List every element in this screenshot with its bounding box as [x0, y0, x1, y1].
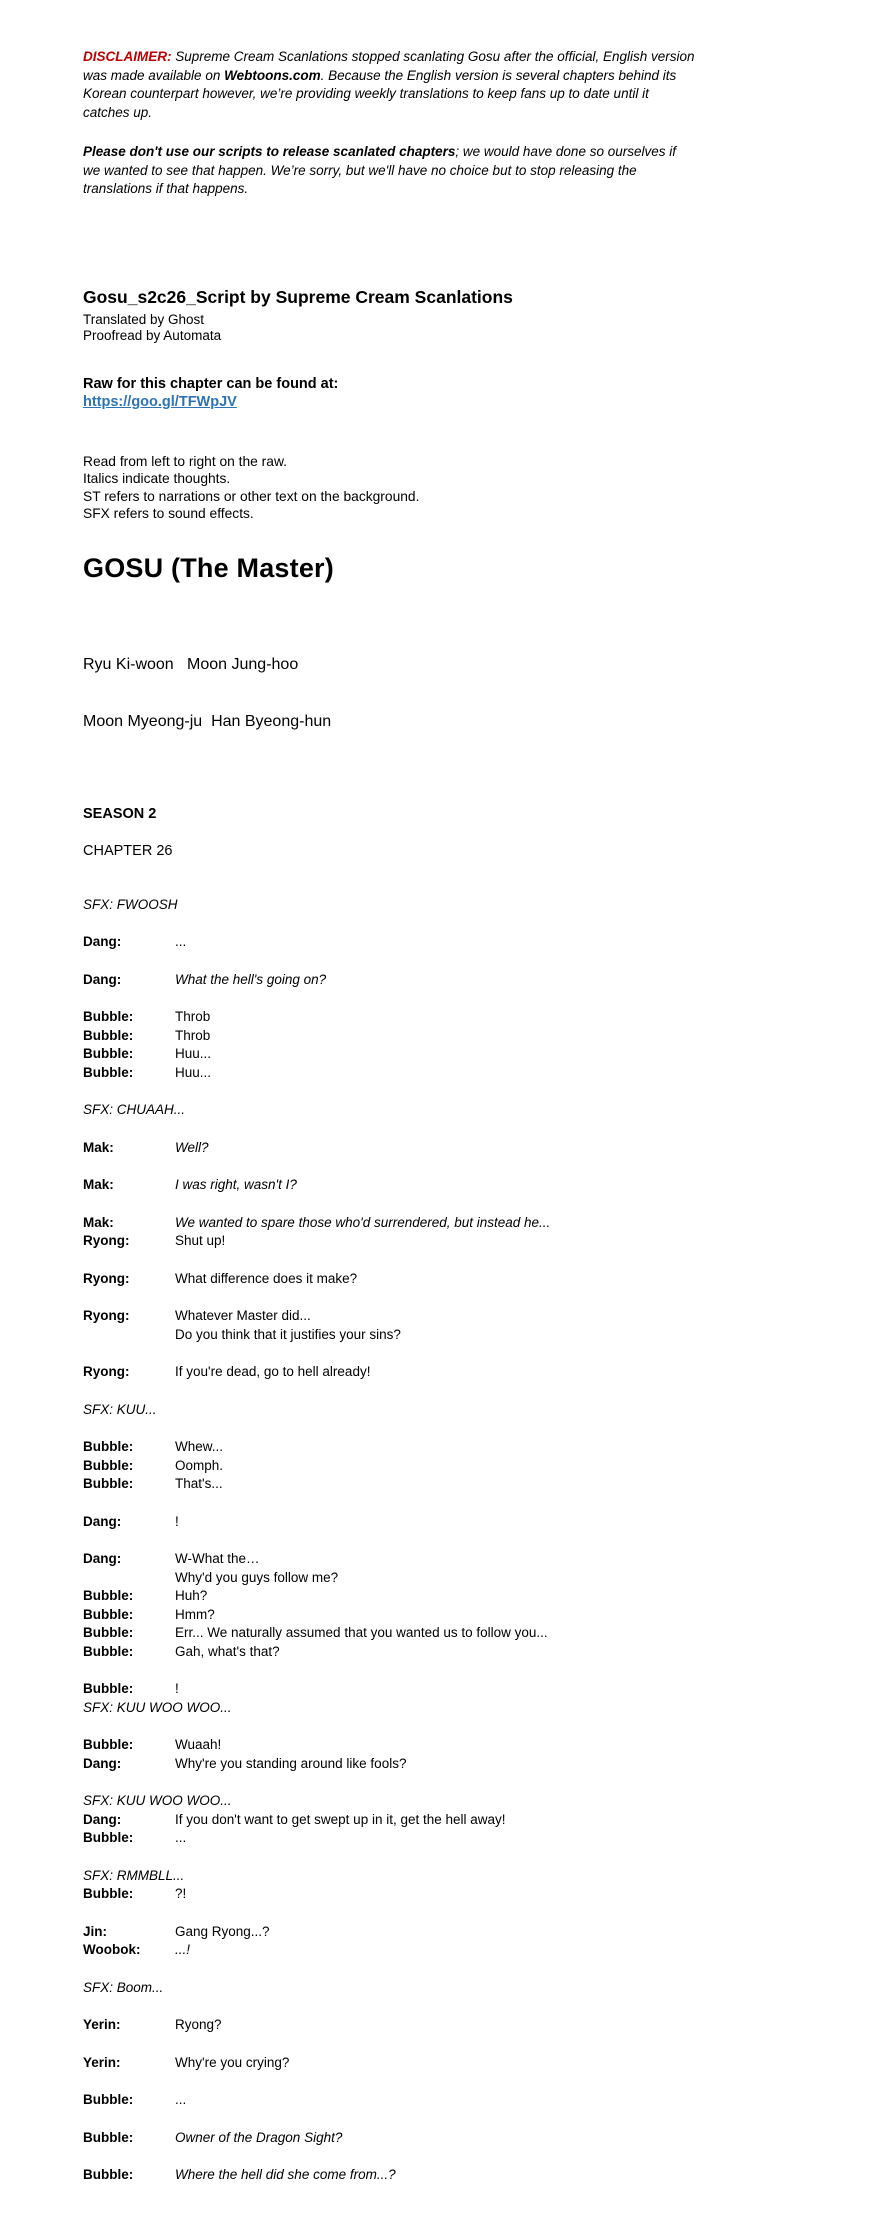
script-group [83, 1307, 775, 1344]
script-line [83, 1008, 775, 1027]
script-group [83, 933, 775, 952]
dialogue-text: Huu... [175, 1046, 212, 1062]
speaker-label: Yerin: [83, 2017, 121, 2033]
speaker-label: Bubble: [83, 1439, 134, 1455]
script-line [83, 1587, 775, 1606]
speaker-label: Bubble: [83, 1643, 134, 1659]
dialogue-text: Throb [175, 1027, 211, 1043]
script-line [83, 1270, 775, 1289]
dialogue-text: If you're dead, go to hell already! [175, 1364, 371, 1380]
speaker-label: Bubble: [83, 1046, 134, 1062]
script-group [83, 1792, 775, 1848]
dialogue-text: Wuaah! [175, 1737, 222, 1753]
dialogue-text: If you don't want to get swept up in it, get the hell away! [175, 1811, 506, 1827]
script-line [83, 1326, 775, 1345]
note-sfx: SFX refers to sound effects. [83, 506, 254, 522]
season-label: SEASON 2 [83, 805, 157, 822]
script-line [83, 1941, 775, 1960]
script-group [83, 1979, 775, 1998]
sfx-line: SFX: KUU WOO WOO... [83, 1699, 232, 1715]
script-group [83, 1139, 775, 1158]
raw-chapter-label: Raw for this chapter can be found at: [83, 375, 339, 392]
script-group [83, 1513, 775, 1532]
dialogue-text: That's... [175, 1476, 223, 1492]
disclaimer-label: DISCLAIMER: [83, 49, 172, 64]
dialogue-text: ...! [175, 1942, 191, 1958]
disclaimer-warning-rest: ; we would have done so ourselves if we wanted to see that happen. We’re sorry, but we'll have no choice but to stop releasing the translations if that happens. [83, 144, 676, 196]
script-line [83, 1045, 775, 1064]
sfx-line: SFX: FWOOSH [83, 896, 178, 912]
script-line [83, 1569, 775, 1588]
dialogue-text: Err... We naturally assumed that you wanted us to follow you... [175, 1625, 548, 1641]
script-line [83, 2016, 775, 2035]
script-line [83, 1736, 775, 1755]
speaker-label: Bubble: [83, 1009, 134, 1025]
dialogue-text: Gah, what's that? [175, 1643, 280, 1659]
script-group [83, 1867, 775, 1904]
speaker-label: Jin: [83, 1923, 108, 1939]
disclaimer-paragraph-1 [83, 48, 695, 122]
speaker-label: Bubble: [83, 1588, 134, 1604]
sfx-line: SFX: CHUAAH... [83, 1102, 186, 1118]
disclaimer-webtoons-bold: Webtoons.com [224, 67, 321, 83]
script-group [83, 1176, 775, 1195]
dialogue-text: Do you think that it justifies your sins? [175, 1326, 401, 1342]
note-italics: Italics indicate thoughts. [83, 471, 231, 487]
dialogue-text: ! [175, 1513, 179, 1529]
script-line [83, 1363, 775, 1382]
script-group [83, 1008, 775, 1082]
script-line [83, 1829, 775, 1848]
speaker-label: Bubble: [83, 1476, 134, 1492]
speaker-label: Dang: [83, 971, 122, 987]
script-group [83, 2091, 775, 2110]
script-group [83, 1401, 775, 1420]
script-group [83, 1363, 775, 1382]
dialogue-text: Throb [175, 1009, 211, 1025]
raw-chapter-link[interactable]: https://goo.gl/TFWpJV [83, 393, 237, 410]
script-line [83, 1457, 775, 1476]
speaker-label: Dang: [83, 934, 122, 950]
script-line [83, 1811, 775, 1830]
sfx-line: SFX: KUU WOO WOO... [83, 1793, 232, 1809]
dialogue-text: ... [175, 934, 187, 950]
speaker-label: Ryong: [83, 1233, 130, 1249]
script-group [83, 1680, 775, 1717]
script-line [83, 1513, 775, 1532]
dialogue-text: What the hell's going on? [175, 971, 327, 987]
script-group [83, 1736, 775, 1773]
speaker-label: Mak: [83, 1214, 114, 1230]
script-line [83, 1755, 775, 1774]
script-line [83, 1307, 775, 1326]
speaker-label: Bubble: [83, 1737, 134, 1753]
script-group [83, 2054, 775, 2073]
script-line [83, 1885, 775, 1904]
script-group [83, 896, 775, 915]
cast-line-2: Moon Myeong-ju Han Byeong-hun [83, 712, 332, 730]
script-group [83, 2166, 775, 2185]
dialogue-text: Gang Ryong...? [175, 1923, 270, 1939]
script-group [83, 1214, 775, 1251]
disclaimer-text-a: Supreme Cream Scanlations stopped scanlating Gosu after the official, English version was made available on [83, 49, 695, 83]
script-line [83, 1139, 775, 1158]
script-line [83, 1438, 775, 1457]
speaker-label: Mak: [83, 1177, 114, 1193]
translator-credit: Translated by Ghost [83, 311, 205, 327]
script-group [83, 1438, 775, 1494]
disclaimer-paragraph-2 [83, 143, 695, 199]
cast-names [83, 617, 775, 769]
speaker-label: Bubble: [83, 1457, 134, 1473]
script-lines [83, 896, 775, 2185]
speaker-label: Bubble: [83, 1027, 134, 1043]
speaker-label: Ryong: [83, 1270, 130, 1286]
script-group [83, 971, 775, 990]
script-line [83, 1475, 775, 1494]
script-line [83, 933, 775, 952]
dialogue-text: ... [175, 1830, 187, 1846]
dialogue-text: Owner of the Dragon Sight? [175, 2129, 343, 2145]
script-line [83, 1624, 775, 1643]
speaker-label: Dang: [83, 1551, 122, 1567]
speaker-label: Bubble: [83, 2092, 134, 2108]
dialogue-text: Hmm? [175, 1606, 215, 1622]
speaker-label: Dang: [83, 1513, 122, 1529]
script-line [83, 2166, 775, 2185]
script-line [83, 1606, 775, 1625]
speaker-label: Mak: [83, 1139, 114, 1155]
script-group [83, 1923, 775, 1960]
disclaimer-text-b: . Because the English version is several chapters behind its Korean counterpart however, we’re providing weekly translations to keep fans up to date until it catches up. [83, 67, 677, 120]
speaker-label: Bubble: [83, 2129, 134, 2145]
speaker-label: Yerin: [83, 2054, 121, 2070]
script-line [83, 1027, 775, 1046]
sfx-line: SFX: Boom... [83, 1979, 164, 1995]
dialogue-text: Huu... [175, 1064, 212, 1080]
speaker-label: Bubble: [83, 1606, 134, 1622]
dialogue-text: ... [175, 2092, 187, 2108]
script-line [83, 1550, 775, 1569]
disclaimer-block [83, 48, 695, 199]
chapter-label: CHAPTER 26 [83, 842, 173, 859]
dialogue-text: Shut up! [175, 1233, 226, 1249]
script-group [83, 1270, 775, 1289]
dialogue-text: ?! [175, 1886, 187, 1902]
script-line [83, 1176, 775, 1195]
script-line [83, 2129, 775, 2148]
dialogue-text: Oomph. [175, 1457, 224, 1473]
script-line [83, 1214, 775, 1233]
dialogue-text: Well? [175, 1139, 209, 1155]
script-group [83, 1550, 775, 1661]
reading-notes [83, 453, 775, 523]
series-title: GOSU (The Master) [83, 552, 334, 583]
dialogue-text: Where the hell did she come from...? [175, 2167, 396, 2183]
speaker-label [83, 1569, 175, 1588]
speaker-label: Ryong: [83, 1364, 130, 1380]
dialogue-text: Why're you crying? [175, 2054, 290, 2070]
dialogue-text: Why'd you guys follow me? [175, 1569, 339, 1585]
dialogue-text: Huh? [175, 1588, 208, 1604]
script-line [83, 971, 775, 990]
speaker-label: Dang: [83, 1811, 122, 1827]
dialogue-text: ! [175, 1681, 179, 1697]
script-line [83, 1232, 775, 1251]
proofreader-credit: Proofread by Automata [83, 328, 222, 343]
speaker-label: Bubble: [83, 1830, 134, 1846]
document-title: Gosu_s2c26_Script by Supreme Cream Scanlations [83, 286, 513, 307]
script-group [83, 1101, 775, 1120]
script-group [83, 2016, 775, 2035]
sfx-line: SFX: RMMBLL... [83, 1867, 185, 1883]
speaker-label: Bubble: [83, 1681, 134, 1697]
note-st: ST refers to narrations or other text on the background. [83, 488, 420, 504]
speaker-label: Ryong: [83, 1308, 130, 1324]
script-line [83, 1643, 775, 1662]
speaker-label: Bubble: [83, 1886, 134, 1902]
dialogue-text: W-What the… [175, 1551, 260, 1567]
dialogue-text: I was right, wasn't I? [175, 1177, 297, 1193]
speaker-label: Bubble: [83, 1625, 134, 1641]
speaker-label [83, 1326, 175, 1345]
script-line [83, 2054, 775, 2073]
speaker-label: Dang: [83, 1755, 122, 1771]
dialogue-text: Ryong? [175, 2017, 222, 2033]
speaker-label: Woobok: [83, 1942, 141, 1958]
speaker-label: Bubble: [83, 2167, 134, 2183]
script-line [83, 1064, 775, 1083]
script-group [83, 2129, 775, 2148]
dialogue-text: Whatever Master did... [175, 1308, 311, 1324]
script-line [83, 1680, 775, 1699]
script-line [83, 1923, 775, 1942]
note-reading-direction: Read from left to right on the raw. [83, 453, 287, 469]
disclaimer-warning-bold: Please don't use our scripts to release scanlated chapters [83, 144, 456, 159]
script-line [83, 2091, 775, 2110]
speaker-label: Bubble: [83, 1064, 134, 1080]
dialogue-text: Why're you standing around like fools? [175, 1755, 407, 1771]
dialogue-text: We wanted to spare those who'd surrendered, but instead he... [175, 1214, 551, 1230]
sfx-line: SFX: KUU... [83, 1401, 157, 1417]
dialogue-text: Whew... [175, 1439, 224, 1455]
cast-line-1: Ryu Ki-woon Moon Jung-hoo [83, 655, 299, 673]
dialogue-text: What difference does it make? [175, 1270, 358, 1286]
